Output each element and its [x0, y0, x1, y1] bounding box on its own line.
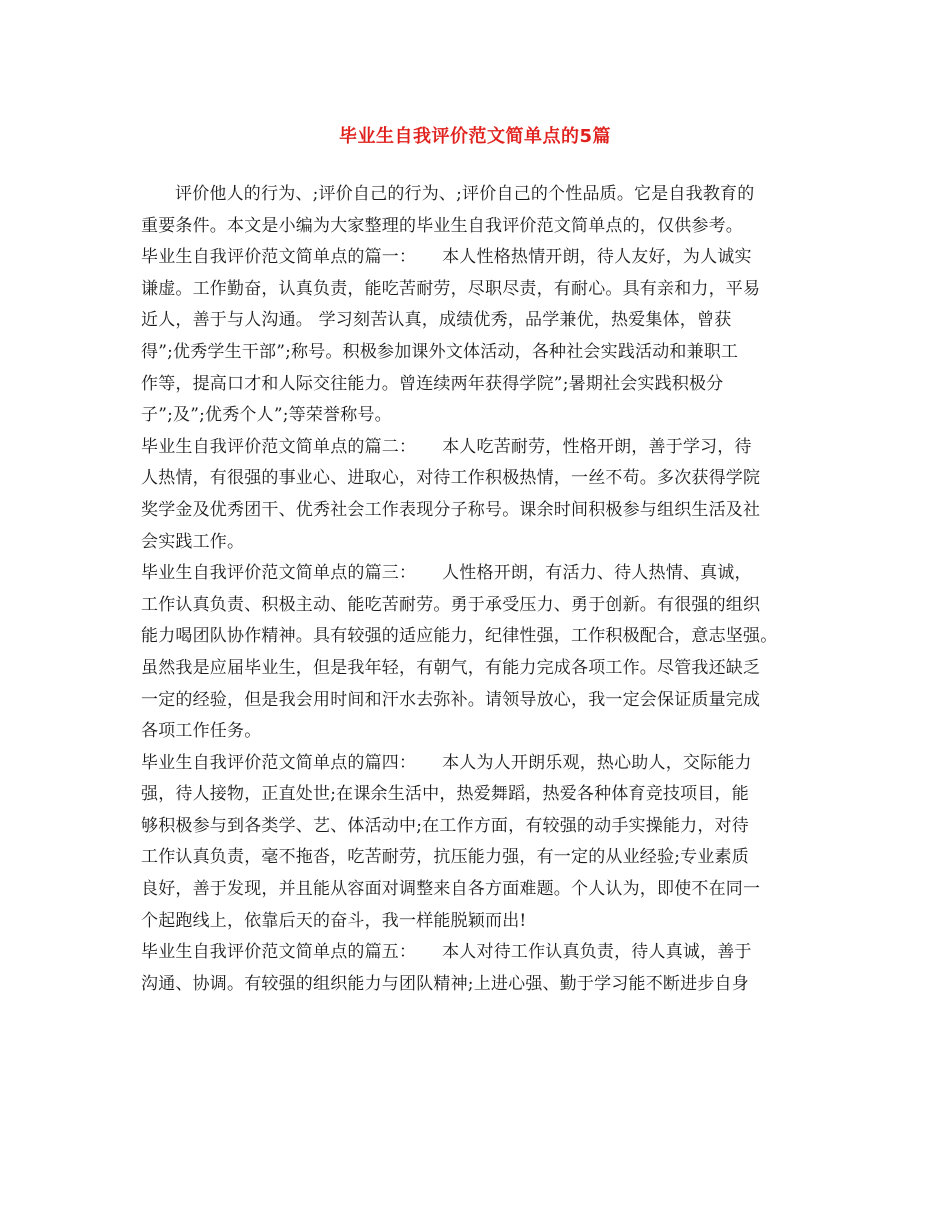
section-one-line: 子”;及”;优秀个人”;等荣誉称号。: [141, 405, 392, 426]
section-four-line: 强，待人接物，正直处世;在课余生活中，热爱舞蹈，热爱各种体育竞技项目，能: [141, 784, 749, 805]
section-two-line: 奖学金及优秀团干、优秀社会工作表现分子称号。课余时间积极参与组织生活及社: [141, 499, 761, 520]
section-three-line: 工作认真负责、积极主动、能吃苦耐劳。勇于承受压力、勇于创新。有很强的组织: [141, 594, 761, 615]
section-five-line: 沟通、协调。有较强的组织能力与团队精神;上进心强、勤于学习能不断进步自身: [141, 973, 749, 994]
document-body: [141, 179, 821, 1000]
intro-line: 评价他人的行为、;评价自己的行为、;评价自己的个性品质。它是自我教育的: [175, 184, 755, 204]
section-three-line: 各项工作任务。: [141, 721, 262, 742]
document-title: 毕业生自我评价范文简单点的5篇: [338, 126, 612, 147]
section-five-heading-line: 毕业生自我评价范文简单点的篇五： 本人对待工作认真负责，待人真诚，善于: [141, 942, 752, 963]
section-three-heading-line: 毕业生自我评价范文简单点的篇三： 人性格开朗，有活力、待人热情、真诚，: [141, 563, 752, 584]
section-four-line: 够积极参与到各类学、艺、体活动中;在工作方面，有较强的动手实操能力，对待: [141, 815, 749, 836]
section-four-line: 良好，善于发现，并且能从容面对调整来自各方面难题。个人认为，即使不在同一: [141, 879, 761, 900]
section-two-heading-line: 毕业生自我评价范文简单点的篇二： 本人吃苦耐劳，性格开朗，善于学习，待: [141, 436, 752, 457]
section-four-line: 工作认真负责，毫不拖沓，吃苦耐劳，抗压能力强，有一定的从业经验;专业素质: [141, 847, 749, 868]
section-two-line: 会实践工作。: [141, 531, 245, 552]
section-three-line: 虽然我是应届毕业生，但是我年轻，有朝气，有能力完成各项工作。尽管我还缺乏: [141, 657, 761, 678]
section-two-line: 人热情，有很强的事业心、进取心，对待工作积极热情，一丝不苟。多次获得学院: [141, 468, 761, 489]
section-four-line: 个起跑线上，依靠后天的奋斗，我一样能脱颖而出!: [141, 910, 527, 931]
section-three-line: 一定的经验，但是我会用时间和汗水去弥补。请领导放心，我一定会保证质量完成: [141, 689, 761, 710]
section-one-heading-line: 毕业生自我评价范文简单点的篇一： 本人性格热情开朗，待人友好，为人诚实: [141, 247, 752, 268]
section-one-line: 得”;优秀学生干部”;称号。积极参加课外文体活动，各种社会实践活动和兼职工: [141, 341, 739, 362]
section-one-line: 谦虚。工作勤奋，认真负责，能吃苦耐劳，尽职尽责，有耐心。具有亲和力，平易: [141, 278, 761, 299]
section-three-line: 能力喝团队协作精神。具有较强的适应能力，纪律性强，工作积极配合，意志坚强。: [141, 626, 778, 647]
section-one-line: 作等，提高口才和人际交往能力。曾连续两年获得学院”;暑期社会实践积极分: [141, 373, 724, 394]
section-four-heading-line: 毕业生自我评价范文简单点的篇四： 本人为人开朗乐观，热心助人，交际能力: [141, 752, 752, 773]
section-one-line: 近人，善于与人沟通。 学习刻苦认真，成绩优秀，品学兼优，热爱集体，曾获: [141, 310, 732, 331]
intro-line: 重要条件。本文是小编为大家整理的毕业生自我评价范文简单点的，仅供参考。: [141, 215, 743, 236]
